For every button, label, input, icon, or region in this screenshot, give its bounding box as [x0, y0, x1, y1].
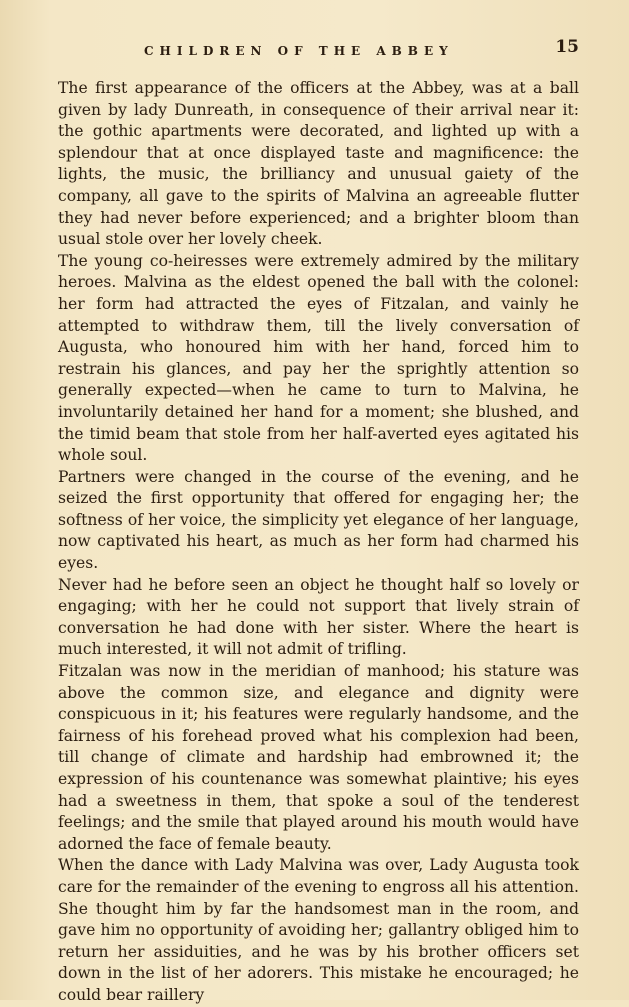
paragraph: When the dance with Lady Malvina was over, Lady Augusta took care for the remainder of the evening to engross all his attention. She thought him by far the handsomest man in the room, and gave him no opportunity of avoiding her; gallantry obliged him to return her assiduities, and he was by his brother officers set down in the list of her adorers. This mistake he encouraged; he could bear raillery — [58, 856, 579, 1004]
paragraph: Fitzalan was now in the meridian of manhood; his stature was above the common size, and elegance and dignity were conspicuous in it; his features were regularly handsome, and the fairness of his forehead proved what his complexion had been, till change of climate and hardship had embrowned it; the expression of his countenance was somewhat plaintive; his eyes had a sweetness in them, that spoke a soul of the tenderest feelings; and the smile that played around his mouth would have adorned the face of female beauty. — [58, 662, 579, 853]
running-head: CHILDREN OF THE ABBEY — [144, 44, 454, 58]
paragraph: Partners were changed in the course of the evening, and he seized the first opportunity that offered for engaging her; the softness of her voice, the simplicity yet elegance of her language, now captivated his heart, as much as her form had charmed his eyes. — [58, 467, 579, 573]
paragraph: The first appearance of the officers at the Abbey, was at a ball given by lady Dunreath, in consequence of their arrival near it: the gothic apartments were decorated, and lighted up with a splendour that at once displayed taste and magnificence: the lights, the music, the brilliancy and unusual gaiety of the company, all gave to the spirits of Malvina an agreeable flutter they had never before experienced; and a brighter bloom than usual stole over her lovely cheek. — [58, 79, 579, 249]
page-header — [58, 34, 579, 64]
paragraph: Never had he before seen an object he thought half so lovely or engaging; with her he could not support that lively strain of conversation he had done with her sister. Where the heart is much interested, it will not admit of trifling. — [58, 575, 579, 659]
body-text — [58, 78, 579, 1007]
page-number: 15 — [555, 37, 579, 57]
paragraph: The young co-heiresses were extremely admired by the military heroes. Malvina as the eldest opened the ball with the colonel: her form had attracted the eyes of Fitzalan, and vainly he attempted to withdraw them, till the lively conversation of Augusta, who honoured him with her hand, forced him to restrain his glances, and pay her the sprightly attention so generally expected—when he came to turn to Malvina, he involuntarily detained her hand for a moment; she blushed, and the timid beam that stole from her half-averted eyes agitated his whole soul. — [58, 251, 579, 465]
